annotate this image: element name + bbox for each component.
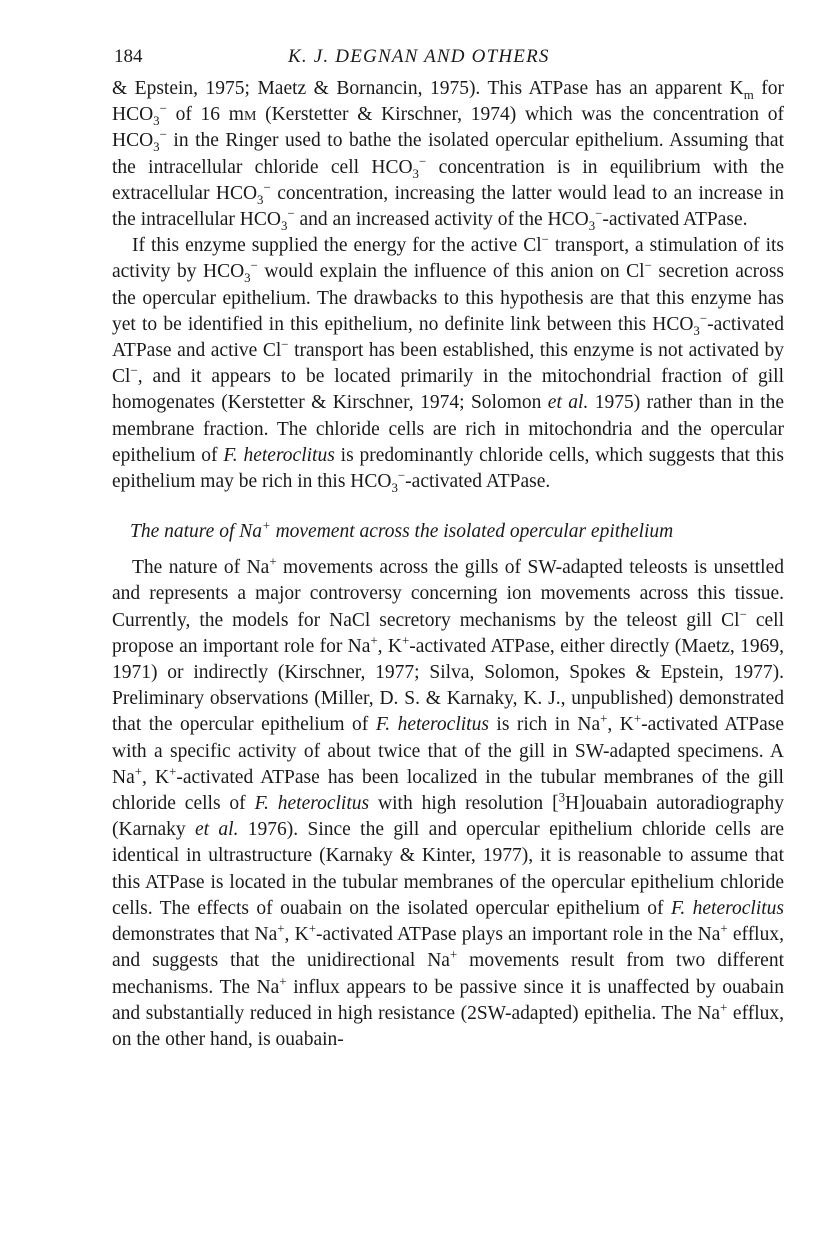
paragraph-enzyme-hypothesis: If this enzyme supplied the energy for the active Cl− transport, a stimulation of its activity by $HCO_3^-$ would explain the influence of this anion on Cl− secretion across the opercular epithelium. The drawbacks to this hypothesis are that this enzyme has yet to be identified in this epithelium, no definite link between this $HCO_3^-$-activated ATPase and active Cl− transport has been established, this enzyme is not activated by Cl−, and it appears to be located primarily in the mitochondrial fraction of gill homogenates (Kerstetter & Kirschner, 1974; Solomon et al. 1975) rather than in the membrane fraction. The chloride cells are rich in mitochondria and the opercular epithelium of F. heteroclitus is predominantly chloride cells, which suggests that this epithelium may be rich in this $HCO_3^-$-activated ATPase. — [112, 232, 785, 495]
section-subheading: The nature of Na+ movement across the isolated opercular epithelium — [130, 518, 674, 543]
paragraph-na-movement: The nature of Na+ movements across the gills of SW-adapted teleosts is unsettled and represents a major controversy concerning ion movements across this tissue. Currently, the models for NaCl secretory mechanisms by the teleost gill Cl− cell propose an important role for Na+, K+-activated ATPase, either directly (Maetz, 1969, 1971) or indirectly (Kirschner, 1977; Silva, Solomon, Spokes & Epstein, 1977). Preliminary observations (Miller, D. S. & Karnaky, K. J., unpublished) demonstrated that the opercular epithelium of F. heteroclitus is rich in Na+, K+-activated ATPase with a specific activity of about twice that of the gill in SW-adapted specimens. A Na+, K+-activated ATPase has been localized in the tubular membranes of the gill chloride cells of F. heteroclitus with high resolution [$^3$H]ouabain autoradiography (Karnaky et al. 1976). Since the gill and opercular epithelium chloride cells are identical in ultrastructure (Karnaky & Kinter, 1977), it is reasonable to assume that this ATPase is located in the tubular membranes of the opercular epithelium chloride cells. The effects of ouabain on the isolated opercular epithelium of F. heteroclitus demonstrates that Na+, K+-activated ATPase plays an important role in the Na+ efflux, and suggests that the unidirectional Na+ movements result from two different mechanisms. The Na+ influx appears to be passive since it is unaffected by ouabain and substantially reduced in high resistance (2SW-adapted) epithelia. The Na+ efflux, on the other hand, is ouabain- — [112, 554, 785, 1050]
running-head: K. J. DEGNAN AND OTHERS — [288, 46, 550, 67]
page-header — [112, 42, 784, 76]
body-text — [112, 76, 784, 1053]
page-number: 184 — [114, 46, 143, 67]
journal-page — [112, 42, 784, 1053]
paragraph-continued: & Epstein, 1975; Maetz & Bornancin, 1975). This ATPase has an apparent $K_m$ for $HCO_3^-$ of 16 mm (Kerstetter & Kirschner, 1974) which was the concentration of $HCO_3^-$ in the Ringer used to bathe the isolated opercular epithelium. Assuming that the intracellular chloride cell $HCO_3^-$ concentration is in equilibrium with the extracellular $HCO_3^-$ concentration, increasing the latter would lead to an increase in the intracellular $HCO_3^-$ and an increased activity of the $HCO_3^-$-activated ATPase. — [112, 78, 784, 233]
